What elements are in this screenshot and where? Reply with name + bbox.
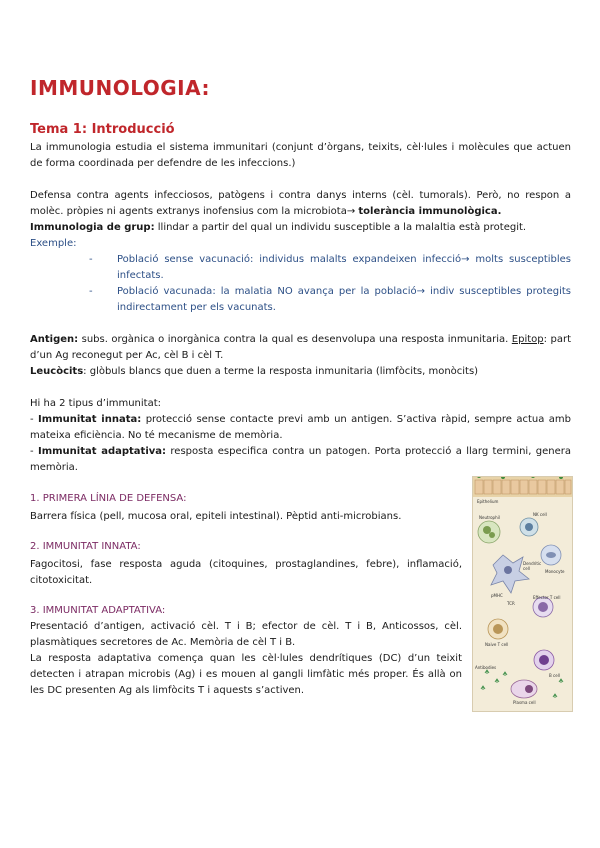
leucocits-label: Leucòcits xyxy=(30,366,84,377)
adaptive-label: Immunitat adaptativa: xyxy=(38,446,167,457)
antigen-definition: Antigen: subs. orgànica o inorgànica contra la qual es desenvolupa una resposta inmunitaria. Epitop: part d’un Ag reconegut per Ac, cèl B i cèl T. xyxy=(30,334,571,361)
line3-heading: 3. IMMUNITAT ADAPTATIVA: xyxy=(30,605,166,616)
intro-paragraph: La immunologia estudia el sistema immunitari (conjunt d’òrgans, teixits, cèl·lules i molècules que actuen de forma coordinada per defendre de les infeccions.) xyxy=(30,142,571,169)
figure-label-b-cell: B cell xyxy=(549,673,560,678)
innate-label: Immunitat innata: xyxy=(38,414,142,425)
figure-label-epithelium: Epithelium xyxy=(477,499,499,504)
figure-label-monocyte: Monocyte xyxy=(545,569,565,574)
line3-text1: Presentació d’antigen, activació cèl. T i B; efector de cèl. T i B, Anticossos, cèl. plasmàtiques secretores de Ac. Memòria de cèl T i B. xyxy=(30,621,462,648)
epitope-label: Epitop xyxy=(511,334,544,345)
adaptive-immunity: - Immunitat adaptativa: resposta especifica contra un patogen. Porta protecció a llarg termini, genera memòria. xyxy=(30,446,571,473)
antigen-label: Antigen: xyxy=(30,334,79,345)
figure-label-pmhc: pMHC xyxy=(491,593,503,598)
figure-label-plasma-cell: Plasma cell xyxy=(513,700,536,705)
group-immunology-text: llindar a partir del qual un individu susceptible a la malaltia està protegit. xyxy=(154,222,527,233)
figure-label-dendritic-cell: Dendritic cell xyxy=(523,561,542,571)
group-immunology xyxy=(30,220,571,236)
section-title: Tema 1: Introducció xyxy=(30,122,175,137)
figure-label-nk-cell: NK cell xyxy=(533,512,547,517)
figure-label-tcr: TCR xyxy=(507,601,515,606)
figure-label-naive-t: Naive T cell xyxy=(485,642,509,647)
tolerance-term: tolerància immunològica. xyxy=(358,206,502,217)
line3-text2: La resposta adaptativa comença quan les cèl·lules dendrítiques (DC) d’un teixit detecten i atrapan microbis (Ag) i es mouen al gangli limfàtic més proper. És allà on les DC presenten Ag als limfòcits T i aquests s’activen. xyxy=(30,653,462,696)
leucocits-definition: Leucòcits: glòbuls blancs que duen a terme la resposta inmunitaria (limfòcits, monòcits) xyxy=(30,366,479,377)
defense-text: Defensa contra agents infecciosos, patògens i contra danys interns (cèl. tumorals). Però, no respon a molèc. pròpies ni agents extranys inofensius com la microbiota→ xyxy=(30,190,571,217)
page-title: IMMUNOLOGIA: xyxy=(30,76,210,100)
line1-text: Barrera física (pell, mucosa oral, epiteli intestinal). Pèptid anti-microbians. xyxy=(30,511,402,522)
figure-label-antibodies: Antibodies xyxy=(475,665,497,670)
list-item: - Població vacunada: la malatia NO avança per la població→ indiv susceptibles protegits indirectament per els vacunats. xyxy=(89,286,571,313)
line1-heading: 1. PRIMERA LÍNIA DE DEFENSA: xyxy=(30,493,187,504)
figure-label-neutrophil: Neutrophil xyxy=(479,515,500,520)
figure-label-effector-t: Effector T cell xyxy=(533,595,561,600)
list-item: - Població sense vacunació: individus malalts expandeixen infecció→ molts susceptibles infectats. xyxy=(89,254,571,281)
defense-paragraph xyxy=(30,188,571,220)
innate-immunity: - Immunitat innata: protecció sense contacte previ amb un antigen. S’activa ràpid, sempre actua amb mateixa eficiència. No té mecanisme de memòria. xyxy=(30,414,572,441)
example-label: Exemple: xyxy=(30,238,77,249)
example-list xyxy=(89,252,571,316)
group-immunology-label: Immunologia de grup: xyxy=(30,222,155,233)
immune-cells-figure xyxy=(472,476,573,712)
line2-text: Fagocitosi, fase resposta aguda (citoquines, prostaglandines, febre), inflamació, citotoxicitat. xyxy=(30,559,462,586)
line2-heading: 2. IMMUNITAT INNATA: xyxy=(30,541,141,552)
types-intro: Hi ha 2 tipus d’immunitat: xyxy=(30,398,162,409)
